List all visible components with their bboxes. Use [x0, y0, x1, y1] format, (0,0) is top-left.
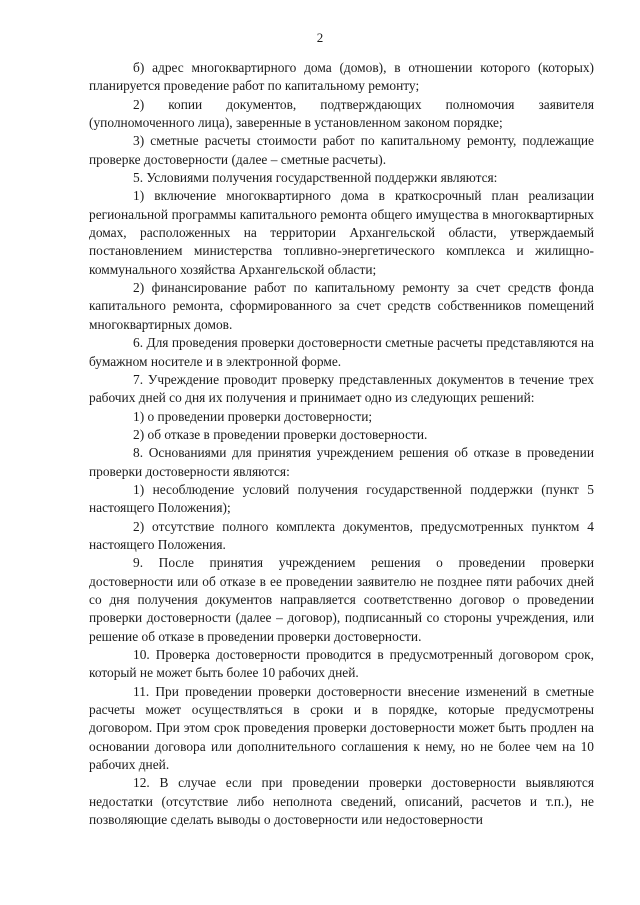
paragraph-10: 10. Проверка достоверности проводится в предусмотренный договором срок, который не может быть более 10 рабочих дней. [89, 647, 594, 681]
paragraph-8-2: 2) отсутствие полного комплекта документов, предусмотренных пунктом 4 настоящего Положения. [89, 518, 594, 552]
paragraph-5-1: 1) включение многоквартирного дома в краткосрочный план реализации региональной программы капитального ремонта общего имущества в многоквартирных домах, расположенных на территории Архангельской области, утверждаемый постановлением министерства топливно-энергетического комплекса и жилищно-коммунального хозяйства Архангельской области; [89, 188, 594, 277]
paragraph-8-1: 1) несоблюдение условий получения государственной поддержки (пункт 5 настоящего Положения); [89, 481, 594, 516]
document-body [89, 59, 594, 829]
paragraph-8: 8. Основаниями для принятия учреждением решения об отказе в проведении проверки достоверности являются: [89, 445, 594, 479]
paragraph-6: 6. Для проведения проверки достоверности сметные расчеты представляются на бумажном носителе и в электронной форме. [89, 335, 594, 369]
page-number: 2 [316, 30, 324, 45]
paragraph-5-2: 2) финансирование работ по капитальному ремонту за счет средств фонда капитального ремонта, сформированного за счет средств собственников помещений многоквартирных домов. [89, 280, 594, 332]
paragraph-4-3: 3) сметные расчеты стоимости работ по капитальному ремонту, подлежащие проверке достоверности (далее – сметные расчеты). [89, 133, 594, 167]
paragraph-11: 11. При проведении проверки достоверности внесение изменений в сметные расчеты может осуществляться в сроки и в порядке, которые предусмотрены договором. При этом срок проведения проверки достоверности может быть продлен на основании договора или дополнительного соглашения к нему, но не более чем на 10 рабочих дней. [89, 683, 594, 773]
paragraph-12: 12. В случае если при проведении проверки достоверности выявляются недостатки (отсутствие либо неполнота сведений, описаний, расчетов и т.п.), не позволяющие сделать выводы о достоверности или недостоверности [89, 775, 594, 828]
paragraph-7-1: 1) о проведении проверки достоверности; [133, 408, 373, 424]
paragraph-4-b: б) адрес многоквартирного дома (домов), в отношении которого (которых) планируется проведение работ по капитальному ремонту; [89, 60, 594, 94]
paragraph-7: 7. Учреждение проводит проверку представленных документов в течение трех рабочих дней со дня их получения и принимает одно из следующих решений: [89, 371, 594, 406]
paragraph-4-2: 2) копии документов, подтверждающих полномочия заявителя (уполномоченного лица), заверенные в установленном законом порядке; [89, 96, 594, 131]
paragraph-9: 9. После принятия учреждением решения о проведении проверки достоверности или об отказе в ее проведении заявителю не позднее пяти рабочих дней со дня получения документов направляется соответственно договор о проведении проверки достоверности (далее – договор), подписанный со стороны учреждения, или решение об отказе в проведении проверки достоверности. [89, 555, 594, 644]
paragraph-7-2: 2) об отказе в проведении проверки достоверности. [133, 426, 428, 442]
paragraph-5: 5. Условиями получения государственной поддержки являются: [133, 170, 498, 186]
